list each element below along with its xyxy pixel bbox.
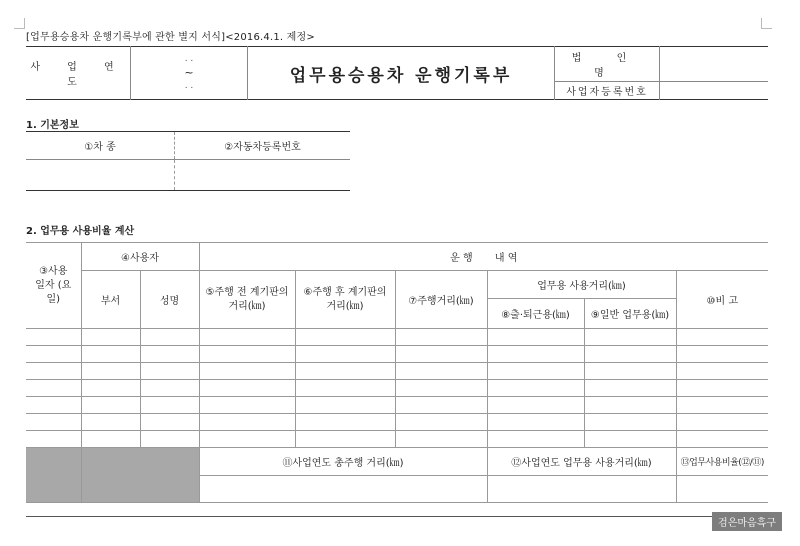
watermark-stamp: 검은마음흑구 — [712, 512, 782, 531]
form-title: 업무용승용차 운행기록부 — [289, 65, 513, 86]
cell[interactable] — [584, 414, 676, 431]
cell[interactable] — [199, 363, 295, 380]
cell[interactable] — [487, 363, 584, 380]
cell[interactable] — [295, 397, 395, 414]
table-row — [26, 363, 768, 380]
table-row — [26, 397, 768, 414]
cell[interactable] — [81, 414, 140, 431]
biz-ratio-header — [676, 448, 768, 476]
crop-mark-top-right — [761, 18, 772, 29]
cell[interactable] — [199, 380, 295, 397]
cell[interactable] — [395, 380, 487, 397]
fiscal-year-label: 사 업 연 도 — [30, 62, 126, 88]
cell[interactable] — [81, 380, 140, 397]
cell[interactable] — [140, 363, 199, 380]
dept-header: 부서 — [81, 271, 140, 329]
cell[interactable] — [395, 346, 487, 363]
cell[interactable] — [26, 363, 81, 380]
cell[interactable] — [584, 397, 676, 414]
cell[interactable] — [395, 397, 487, 414]
cell[interactable] — [487, 346, 584, 363]
cell[interactable] — [676, 431, 768, 448]
commute-header: ⑧출·퇴근용(㎞) — [487, 299, 584, 329]
after-km-header — [295, 271, 395, 329]
cell[interactable] — [199, 414, 295, 431]
cell[interactable] — [676, 380, 768, 397]
before-km-header — [199, 271, 295, 329]
reg-no-header: ②자동차등록번호 — [175, 132, 351, 160]
cell[interactable] — [26, 431, 81, 448]
cell[interactable] — [26, 397, 81, 414]
cell[interactable] — [395, 363, 487, 380]
cell[interactable] — [487, 329, 584, 346]
biz-total-km-header: ⑫사업연도 업무용 사용거리(㎞) — [487, 448, 676, 476]
cell[interactable] — [395, 414, 487, 431]
cell[interactable] — [295, 431, 395, 448]
summary-gray-cell-2 — [81, 448, 199, 503]
corp-name-label: 법 인 명 — [571, 52, 643, 79]
cell[interactable] — [140, 414, 199, 431]
cell[interactable] — [295, 380, 395, 397]
cell[interactable] — [140, 380, 199, 397]
biz-ratio-label: ⑬업무사용비율(⑫/⑪) — [680, 458, 764, 468]
table-row — [26, 346, 768, 363]
cell[interactable] — [487, 414, 584, 431]
car-type-header: ①차 종 — [26, 132, 175, 160]
cell[interactable] — [584, 346, 676, 363]
cell[interactable] — [584, 431, 676, 448]
crop-mark-top-left — [14, 18, 25, 29]
before-km-label: ⑤주행 전 계기판의 거리(㎞) — [205, 286, 289, 312]
fiscal-year-value-cell[interactable] — [131, 47, 248, 100]
operation-header: 운 행 내 역 — [199, 243, 768, 271]
table-row — [26, 431, 768, 448]
cell[interactable] — [295, 414, 395, 431]
cell[interactable] — [199, 431, 295, 448]
drive-km-header: ⑦주행거리(㎞) — [395, 271, 487, 329]
usage-table — [26, 242, 768, 503]
biz-total-km-input[interactable] — [487, 476, 676, 503]
cell[interactable] — [676, 363, 768, 380]
cell[interactable] — [140, 329, 199, 346]
cell[interactable] — [487, 380, 584, 397]
cell[interactable] — [140, 397, 199, 414]
cell[interactable] — [584, 380, 676, 397]
general-header: ⑨일반 업무용(㎞) — [584, 299, 676, 329]
cell[interactable] — [199, 397, 295, 414]
fiscal-year-label-cell — [26, 47, 131, 100]
table-row — [26, 414, 768, 431]
cell[interactable] — [584, 363, 676, 380]
date-tilde: ~ — [184, 66, 194, 79]
form-caption: [업무용승용차 운행기록부에 관한 별지 서식]<2016.4.1. 제정> — [26, 32, 315, 43]
name-header: 성명 — [140, 271, 199, 329]
corp-name-input[interactable] — [660, 47, 769, 82]
use-date-label: ③사용 일자 (요일) — [35, 265, 72, 305]
basic-info-table — [26, 131, 350, 191]
cell[interactable] — [487, 397, 584, 414]
biz-no-input[interactable] — [660, 81, 769, 99]
summary-gray-cell-1 — [26, 448, 81, 503]
cell[interactable] — [295, 346, 395, 363]
biz-no-label: 사업자등록번호 — [566, 86, 648, 98]
section2-heading: 2. 업무용 사용비율 계산 — [26, 226, 135, 237]
cell[interactable] — [199, 329, 295, 346]
bottom-rule — [26, 516, 768, 517]
reg-no-input[interactable] — [175, 160, 351, 191]
cell[interactable] — [295, 329, 395, 346]
cell[interactable] — [140, 431, 199, 448]
cell[interactable] — [295, 363, 395, 380]
cell[interactable] — [584, 329, 676, 346]
car-type-input[interactable] — [26, 160, 175, 191]
table-row — [26, 329, 768, 346]
cell[interactable] — [676, 397, 768, 414]
use-date-header — [26, 243, 81, 329]
biz-ratio-input[interactable] — [676, 476, 768, 503]
cell[interactable] — [676, 414, 768, 431]
biz-no-label-cell — [555, 81, 660, 99]
remarks-header: ⑩비 고 — [676, 271, 768, 329]
cell[interactable] — [395, 431, 487, 448]
corp-name-label-cell — [555, 47, 660, 82]
cell[interactable] — [26, 346, 81, 363]
cell[interactable] — [487, 431, 584, 448]
section1-heading: 1. 기본정보 — [26, 120, 79, 131]
user-header: ④사용자 — [81, 243, 199, 271]
cell[interactable] — [26, 414, 81, 431]
table-row — [26, 380, 768, 397]
cell[interactable] — [26, 380, 81, 397]
biz-km-header: 업무용 사용거리(㎞) — [487, 271, 676, 299]
cell[interactable] — [676, 346, 768, 363]
cell[interactable] — [81, 329, 140, 346]
form-title-cell — [248, 47, 555, 100]
cell[interactable] — [140, 346, 199, 363]
date-dots-bottom: . . — [184, 81, 194, 91]
cell[interactable] — [81, 346, 140, 363]
cell[interactable] — [199, 346, 295, 363]
date-dots-top: . . — [184, 54, 194, 64]
cell[interactable] — [81, 363, 140, 380]
cell[interactable] — [26, 329, 81, 346]
after-km-label: ⑥주행 후 계기판의 거리(㎞) — [303, 286, 387, 312]
cell[interactable] — [676, 329, 768, 346]
cell[interactable] — [395, 329, 487, 346]
total-km-input[interactable] — [199, 476, 487, 503]
header-table — [26, 46, 768, 100]
total-km-header: ⑪사업연도 총주행 거리(㎞) — [199, 448, 487, 476]
cell[interactable] — [81, 397, 140, 414]
cell[interactable] — [81, 431, 140, 448]
